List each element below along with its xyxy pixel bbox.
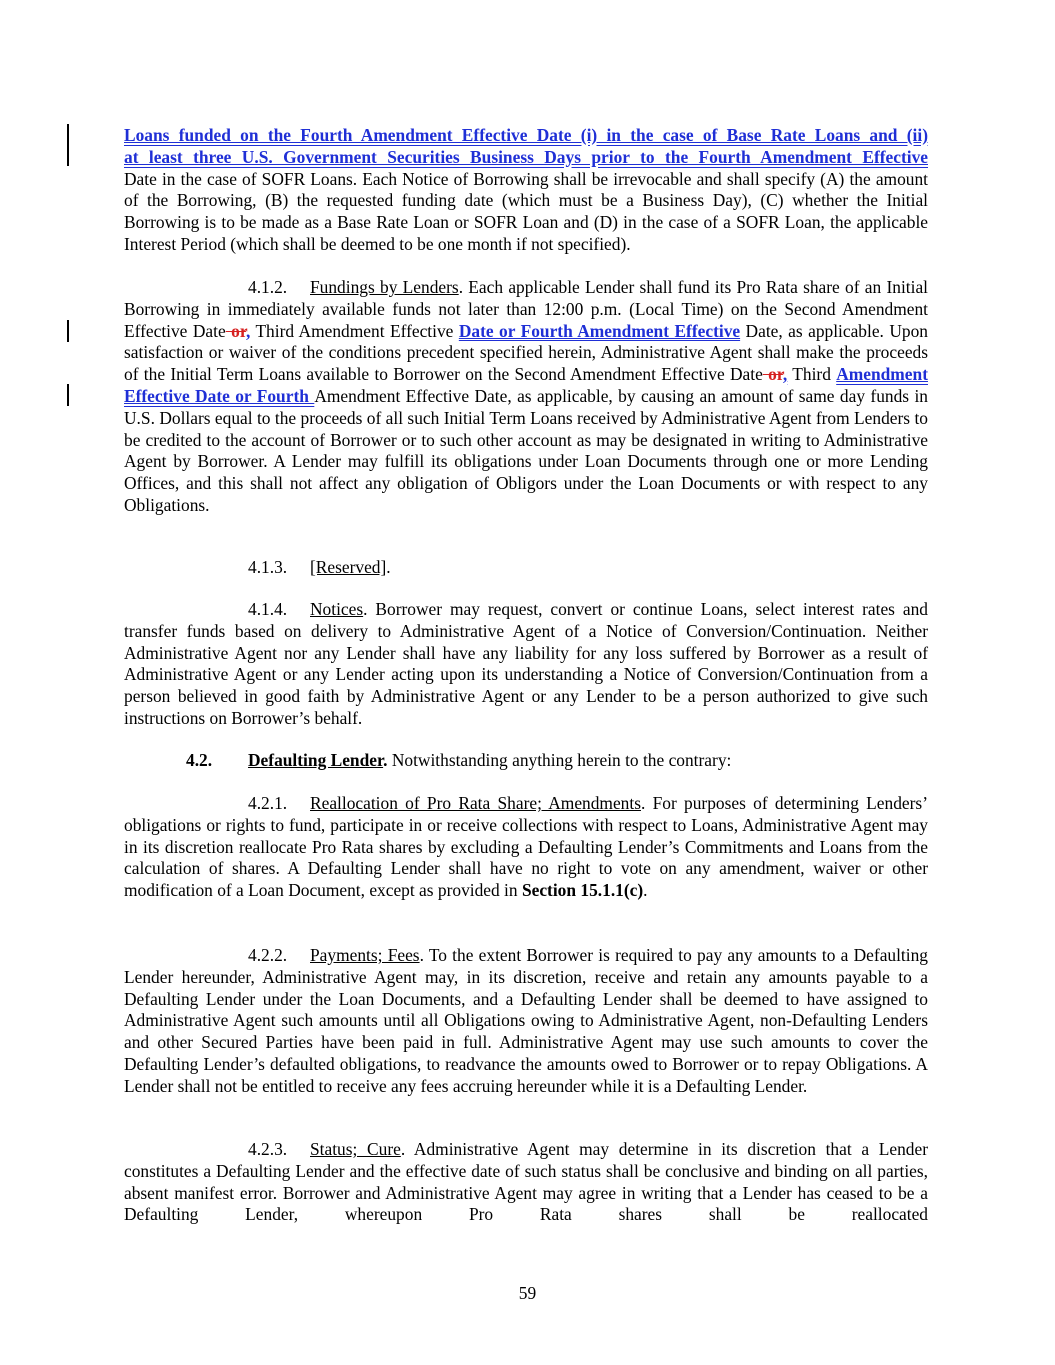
paragraph-continuation	[124, 125, 928, 256]
section-number: 4.2.3.	[248, 1139, 288, 1159]
inserted-text: Date or Fourth Amendment Effective	[458, 320, 741, 341]
section-heading: Status; Cure	[310, 1139, 401, 1159]
page-number: 59	[518, 1283, 537, 1303]
body-text: Amendment Effective Date, as applicable, by causing an amount of same day funds in U.S. Dollars equal to the proceeds of all such Initial Term Loans received by Administrative Agent from Lenders to be credited to the account of Borrower or to such other account as may be designated in writing to Administrative Agent by Borrower. A Lender may fulfill its obligations under Loan Documents through one or more Lending Offices, and this shall not affect any obligation of Obligors under the Loan Documents or with respect to any Obligations.	[124, 385, 928, 515]
body-text: .	[643, 880, 648, 901]
section-number: 4.2.2.	[248, 945, 288, 965]
section-number: 4.1.2.	[248, 277, 288, 297]
body-text: . Each applicable Lender shall fund its Pro Rata share of an Initial Borrowing in immediately available funds not later than 12:00 p.m. (Local Time) on the Second Amendment Effective Date	[124, 277, 928, 341]
inserted-text: Loans funded on the Fourth Amendment Effective Date (i) in the case of Base Rate Loans and (ii)	[124, 125, 928, 145]
section-heading: Reallocation of Pro Rata Share; Amendments	[310, 793, 641, 813]
deleted-text: or	[762, 364, 783, 385]
body-text: . Borrower may request, convert or continue Loans, select interest rates and transfer funds based on delivery to Administrative Agent of a Notice of Conversion/Continuation. Neither Administrative Agent nor any Lender shall have any liability for any loss suffered by Borrower as a result of Administrative Agent or any Lender acting upon its understanding a Notice of Conversion/Continuation from a person believed in good faith by Administrative Agent or any Lender to be a person authorized to give such instructions on Borrower’s behalf.	[124, 599, 928, 728]
section-number: 4.1.3.	[248, 557, 288, 577]
section-4-1-2	[124, 277, 928, 517]
change-bar	[67, 320, 69, 342]
section-heading: Defaulting Lender	[248, 750, 384, 770]
change-bar	[67, 124, 69, 166]
section-heading: [Reserved]	[310, 557, 387, 577]
section-4-2-1	[124, 793, 928, 902]
section-heading: Notices	[310, 599, 364, 619]
section-number: 4.2.1.	[248, 793, 288, 813]
section-4-1-3	[124, 557, 928, 579]
heading-period: .	[383, 750, 388, 770]
section-number: 4.1.4.	[248, 599, 288, 619]
deleted-text: or	[225, 320, 246, 341]
body-text: Third	[787, 364, 837, 385]
section-4-2	[124, 750, 928, 772]
change-bar	[67, 384, 69, 406]
section-heading: Fundings by Lenders	[310, 277, 459, 297]
body-text: Notwithstanding anything herein to the contrary:	[387, 750, 732, 770]
inserted-text: ,	[782, 364, 788, 385]
section-reference: Section 15.1.1(c)	[521, 880, 644, 901]
section-number: 4.2.	[186, 750, 213, 770]
body-text: . Administrative Agent may determine in its discretion that a Lender constitutes a Defaulting Lender and the effective date of such status shall be conclusive and binding on all parties, absent manifest error. Borrower and Administrative Agent may agree in writing that a Lender has ceased to be a Defaulting Lender, whereupon Pro Rata shares shall be reallocated	[124, 1139, 928, 1225]
body-text: . For purposes of determining Lenders’ obligations or rights to fund, participate in or receive collections with respect to Loans, Administrative Agent may in its discretion reallocate Pro Rata shares by excluding a Defaulting Lender’s Commitments and Loans from the calculation of shares. A Defaulting Lender shall have no right to vote on any amendment, waiver or other modification of a Loan Document, except as provided in	[124, 793, 928, 901]
section-heading: Payments; Fees	[310, 945, 420, 965]
body-text: . To the extent Borrower is required to pay any amounts to a Defaulting Lender hereunder, Administrative Agent may, in its discretion, receive and retain any amounts payable to a Defaulting Lender under the Loan Documents, and a Defaulting Lender shall be deemed to have assigned to Administrative Agent such amounts until all Obligations owing to Administrative Agent, non-Defaulting Lenders and other Secured Parties have been paid in full. Administrative Agent may use such amounts to cover the Defaulting Lender’s defaulted obligations, to readvance the amounts owed to Borrower or to repay Obligations. A Lender shall not be entitled to receive any fees accruing hereunder while it is a Defaulting Lender.	[124, 945, 928, 1096]
section-4-1-4	[124, 599, 928, 730]
body-text: .	[386, 557, 391, 577]
section-4-2-3	[124, 1139, 928, 1226]
inserted-text: at least three U.S. Government Securities Business Days prior to the Fourth Amendment Effective	[124, 146, 928, 167]
section-4-2-2	[124, 945, 928, 1098]
inserted-text: ,	[245, 320, 251, 341]
body-text: Date, as applicable. Upon satisfaction or waiver of the conditions precedent specified herein, Administrative Agent shall make the proceeds of the Initial Term Loans available to Borrower on the Second Amendment Effective Date	[124, 320, 928, 385]
inserted-text: Amendment Effective Date or Fourth	[124, 364, 928, 406]
paragraph-text: Date in the case of SOFR Loans. Each Notice of Borrowing shall be irrevocable and shall specify (A) the amount of the Borrowing, (B) the requested funding date (which must be a Business Day), (C) whether the Initial Borrowing is to be made as a Base Rate Loan or SOFR Loan and (D) in the case of a SOFR Loan, the applicable Interest Period (which shall be deemed to be one month if not specified).	[124, 168, 928, 254]
body-text: Third Amendment Effective	[250, 320, 459, 341]
